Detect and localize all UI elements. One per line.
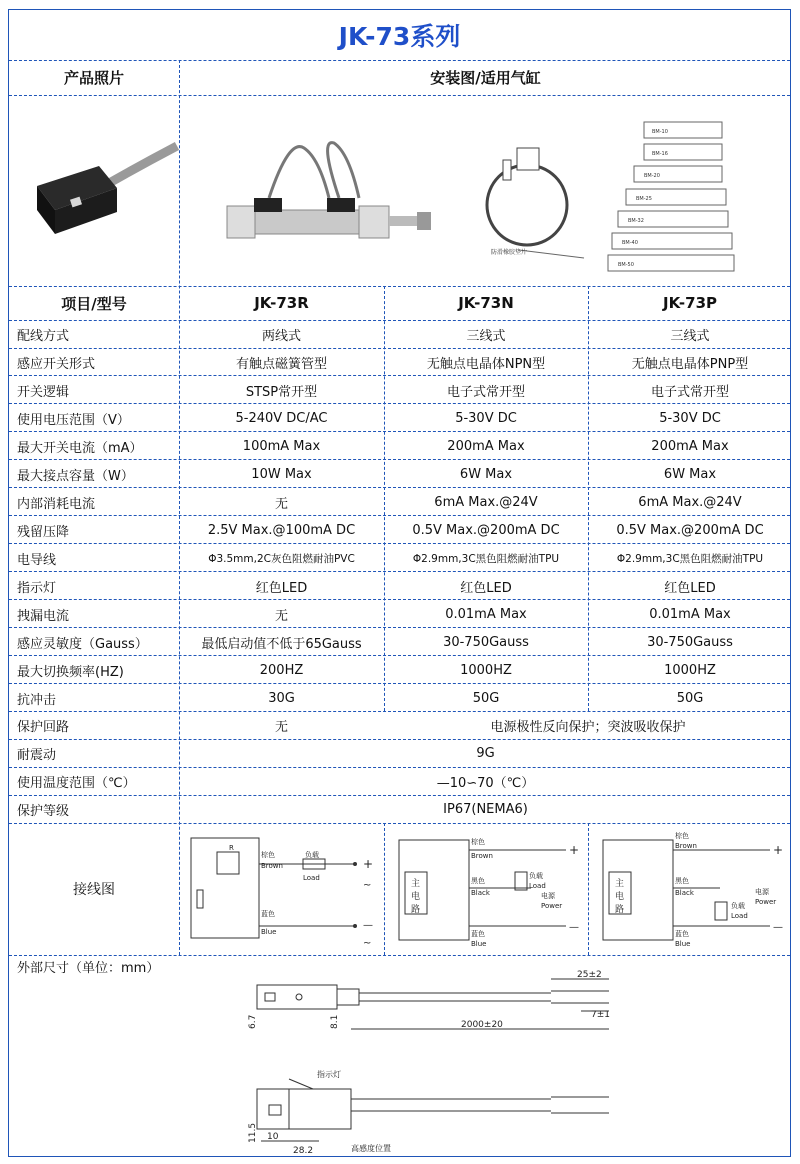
dim-value: 11.5	[248, 1122, 258, 1143]
row-value: Φ2.9mm,3C黑色阻燃耐油TPU	[412, 552, 560, 565]
blue-label: 蓝色	[261, 910, 275, 918]
power-label: 电源	[755, 888, 769, 896]
row-label: 开关逻辑	[17, 384, 70, 400]
brown-label: 棕色	[471, 838, 485, 846]
row-label: 使用电压范围（V）	[17, 412, 130, 428]
dim-value: 6.7	[248, 1014, 258, 1029]
row-value: 红色LED	[664, 580, 716, 596]
band-image	[479, 110, 589, 275]
dim-value: 2000±20	[461, 1020, 503, 1030]
model-header-n: JK-73N	[458, 294, 514, 312]
black-en-label: Black	[675, 889, 694, 897]
row-value: 0.01mA Max	[649, 606, 731, 622]
main-circuit-char: 路	[411, 905, 421, 915]
row-value: IP67(NEMA6)	[443, 801, 528, 817]
blue-label: 蓝色	[471, 930, 485, 938]
bracket-label: BM-40	[622, 240, 638, 246]
brown-en-label: Brown	[471, 852, 493, 860]
row-value: 红色LED	[255, 580, 308, 596]
bracket	[608, 255, 734, 271]
bracket	[634, 166, 722, 182]
plus-sign: +	[569, 843, 580, 857]
row-label: 抗冲击	[17, 692, 57, 708]
row-value: 6mA Max.@24V	[434, 494, 538, 510]
row-label: 耐震动	[17, 747, 57, 763]
row-label: 最大接点容量（W）	[17, 468, 134, 484]
row-value: 50G	[472, 690, 500, 706]
row-label: 配线方式	[17, 328, 70, 344]
main-circuit-char: 路	[615, 905, 625, 915]
ac-sign: ~	[363, 938, 372, 949]
row-value: 无触点电晶体PNP型	[631, 356, 749, 372]
model-header-r: JK-73R	[254, 294, 309, 312]
row-value: 三线式	[466, 328, 506, 344]
row-value: 5-30V DC	[659, 410, 721, 426]
indicator-label: 指示灯	[317, 1070, 341, 1079]
wiring-diagram-r	[185, 828, 380, 950]
row-value: 10W Max	[251, 466, 312, 482]
page-title: JK-73系列	[338, 22, 461, 51]
bracket-label: BM-25	[636, 196, 652, 202]
brown-label: 棕色	[675, 832, 689, 840]
row-value: 1000HZ	[664, 662, 716, 678]
load-label: 负载	[305, 851, 319, 859]
load-label: 负载	[529, 872, 543, 880]
row-value: 0.01mA Max	[445, 606, 527, 622]
dims-drawing-bottom	[229, 1065, 629, 1157]
row-label: 拽漏电流	[17, 608, 70, 624]
row-value: 2.5V Max.@100mA DC	[207, 522, 356, 538]
row-label: 感应开关形式	[17, 356, 96, 372]
plus-sign: +	[363, 857, 374, 871]
load-en-label: Load	[731, 912, 748, 920]
row-value: 9G	[476, 745, 495, 761]
wiring-diagram-n	[391, 828, 583, 950]
row-value: 红色LED	[460, 580, 512, 596]
black-label: 黑色	[471, 877, 485, 885]
row-value: 无	[274, 496, 288, 512]
row-value: 0.5V Max.@200mA DC	[616, 522, 764, 538]
load-label: 负载	[731, 902, 745, 910]
row-value: Φ3.5mm,2C灰色阻燃耐油PVC	[208, 552, 355, 565]
blue-en-label: Blue	[471, 940, 487, 948]
row-label: 保护等级	[17, 803, 70, 819]
cylinder-image	[209, 128, 449, 258]
blue-en-label: Blue	[261, 928, 277, 936]
main-circuit-char: 主	[615, 879, 625, 889]
row-value: 电子式常开型	[446, 384, 525, 400]
model-header-p: JK-73P	[663, 294, 717, 312]
photo-header: 产品照片	[63, 69, 124, 87]
grid-col-line	[588, 823, 589, 955]
row-value: 两线式	[261, 328, 301, 344]
bracket	[644, 144, 722, 160]
dim-value: 10	[267, 1132, 279, 1142]
bracket	[626, 189, 726, 205]
bracket	[618, 211, 728, 227]
product-photo	[9, 96, 179, 286]
row-value: 5-30V DC	[455, 410, 517, 426]
row-value: 电子式常开型	[650, 384, 729, 400]
bracket-label: BM-50	[618, 262, 634, 268]
minus-sign: —	[363, 920, 373, 931]
brown-label: 棕色	[261, 851, 275, 859]
dim-value: 28.2	[293, 1146, 314, 1156]
row-label: 最大开关电流（mA）	[17, 440, 143, 456]
row-value: —10∽70（℃）	[436, 775, 535, 791]
plus-sign: +	[773, 843, 784, 857]
row-value: 5-240V DC/AC	[235, 410, 328, 426]
dim-value: 25±2	[577, 970, 602, 980]
main-circuit-char: 电	[615, 892, 625, 902]
row-value: 200mA Max	[651, 438, 729, 454]
row-value: 三线式	[670, 328, 710, 344]
grid-col-line	[384, 823, 385, 955]
row-value: 30G	[268, 690, 295, 706]
row-value: 6W Max	[459, 466, 513, 482]
row-value: 无	[274, 719, 288, 735]
row-label: 内部消耗电流	[17, 496, 96, 512]
power-en-label: Power	[755, 898, 777, 906]
item-header: 项目/型号	[61, 294, 127, 313]
load-en-label: Load	[529, 882, 546, 890]
sense-label: 高感度位置	[351, 1144, 391, 1153]
wiring-diagram-p	[595, 828, 787, 950]
row-value: 无	[274, 608, 288, 624]
blue-en-label: Blue	[675, 940, 691, 948]
dim-value: 8.1	[330, 1014, 340, 1029]
bracket-label: BM-10	[652, 129, 668, 135]
bracket	[612, 233, 732, 249]
bracket	[644, 122, 722, 138]
row-label: 最大切换频率(HZ)	[17, 664, 124, 680]
minus-sign: —	[569, 922, 579, 933]
brown-en-label: Brown	[675, 842, 697, 850]
spec-sheet	[8, 9, 791, 1157]
install-header: 安装图/适用气缸	[430, 69, 541, 87]
row-value: 200HZ	[259, 662, 304, 678]
blue-label: 蓝色	[675, 930, 689, 938]
black-label: 黑色	[675, 877, 689, 885]
main-circuit-char: 电	[411, 892, 421, 902]
bracket-label: BM-16	[652, 151, 668, 157]
row-value: 1000HZ	[460, 662, 512, 678]
row-value: 无触点电晶体NPN型	[426, 356, 546, 372]
row-value: 100mA Max	[242, 438, 321, 454]
row-value: 电源极性反向保护；突波吸收保护	[490, 719, 686, 735]
power-label: 电源	[541, 892, 555, 900]
minus-sign: —	[773, 922, 783, 933]
black-en-label: Black	[471, 889, 490, 897]
row-value: 6W Max	[663, 466, 717, 482]
row-label: 指示灯	[17, 580, 57, 596]
bracket-label: BM-20	[644, 173, 660, 179]
dim-value: 7±1	[591, 1010, 610, 1020]
band-label: 防滑橡胶垫片	[491, 249, 528, 256]
row-value: 30-750Gauss	[443, 634, 529, 650]
resistor-label: R	[229, 844, 234, 852]
power-en-label: Power	[541, 902, 563, 910]
row-label: 电导线	[17, 552, 57, 568]
ac-sign: ~	[363, 880, 372, 891]
bracket-label: BM-32	[628, 218, 644, 224]
row-label: 保护回路	[17, 719, 70, 735]
row-value: Φ2.9mm,3C黑色阻燃耐油TPU	[616, 552, 764, 565]
load-en-label: Load	[303, 874, 320, 882]
row-value: 30-750Gauss	[647, 634, 733, 650]
row-value: 最低启动值不低于65Gauss	[201, 636, 362, 652]
row-value: 50G	[676, 690, 704, 706]
brown-en-label: Brown	[261, 862, 283, 870]
row-value: 0.5V Max.@200mA DC	[412, 522, 560, 538]
main-circuit-char: 主	[411, 879, 421, 889]
row-label: 感应灵敏度（Gauss）	[17, 636, 148, 652]
wiring-label: 接线图	[73, 882, 115, 898]
dims-label: 外部尺寸（单位：mm）	[17, 960, 160, 976]
row-value: 200mA Max	[447, 438, 525, 454]
bracket-image	[604, 120, 754, 280]
row-value: 6mA Max.@24V	[638, 494, 742, 510]
dims-drawing-top	[229, 965, 629, 1045]
row-value: STSP常开型	[245, 384, 318, 400]
row-label: 使用温度范围（℃）	[17, 775, 136, 791]
row-value: 有触点磁簧管型	[235, 356, 327, 372]
row-label: 残留压降	[17, 524, 70, 540]
